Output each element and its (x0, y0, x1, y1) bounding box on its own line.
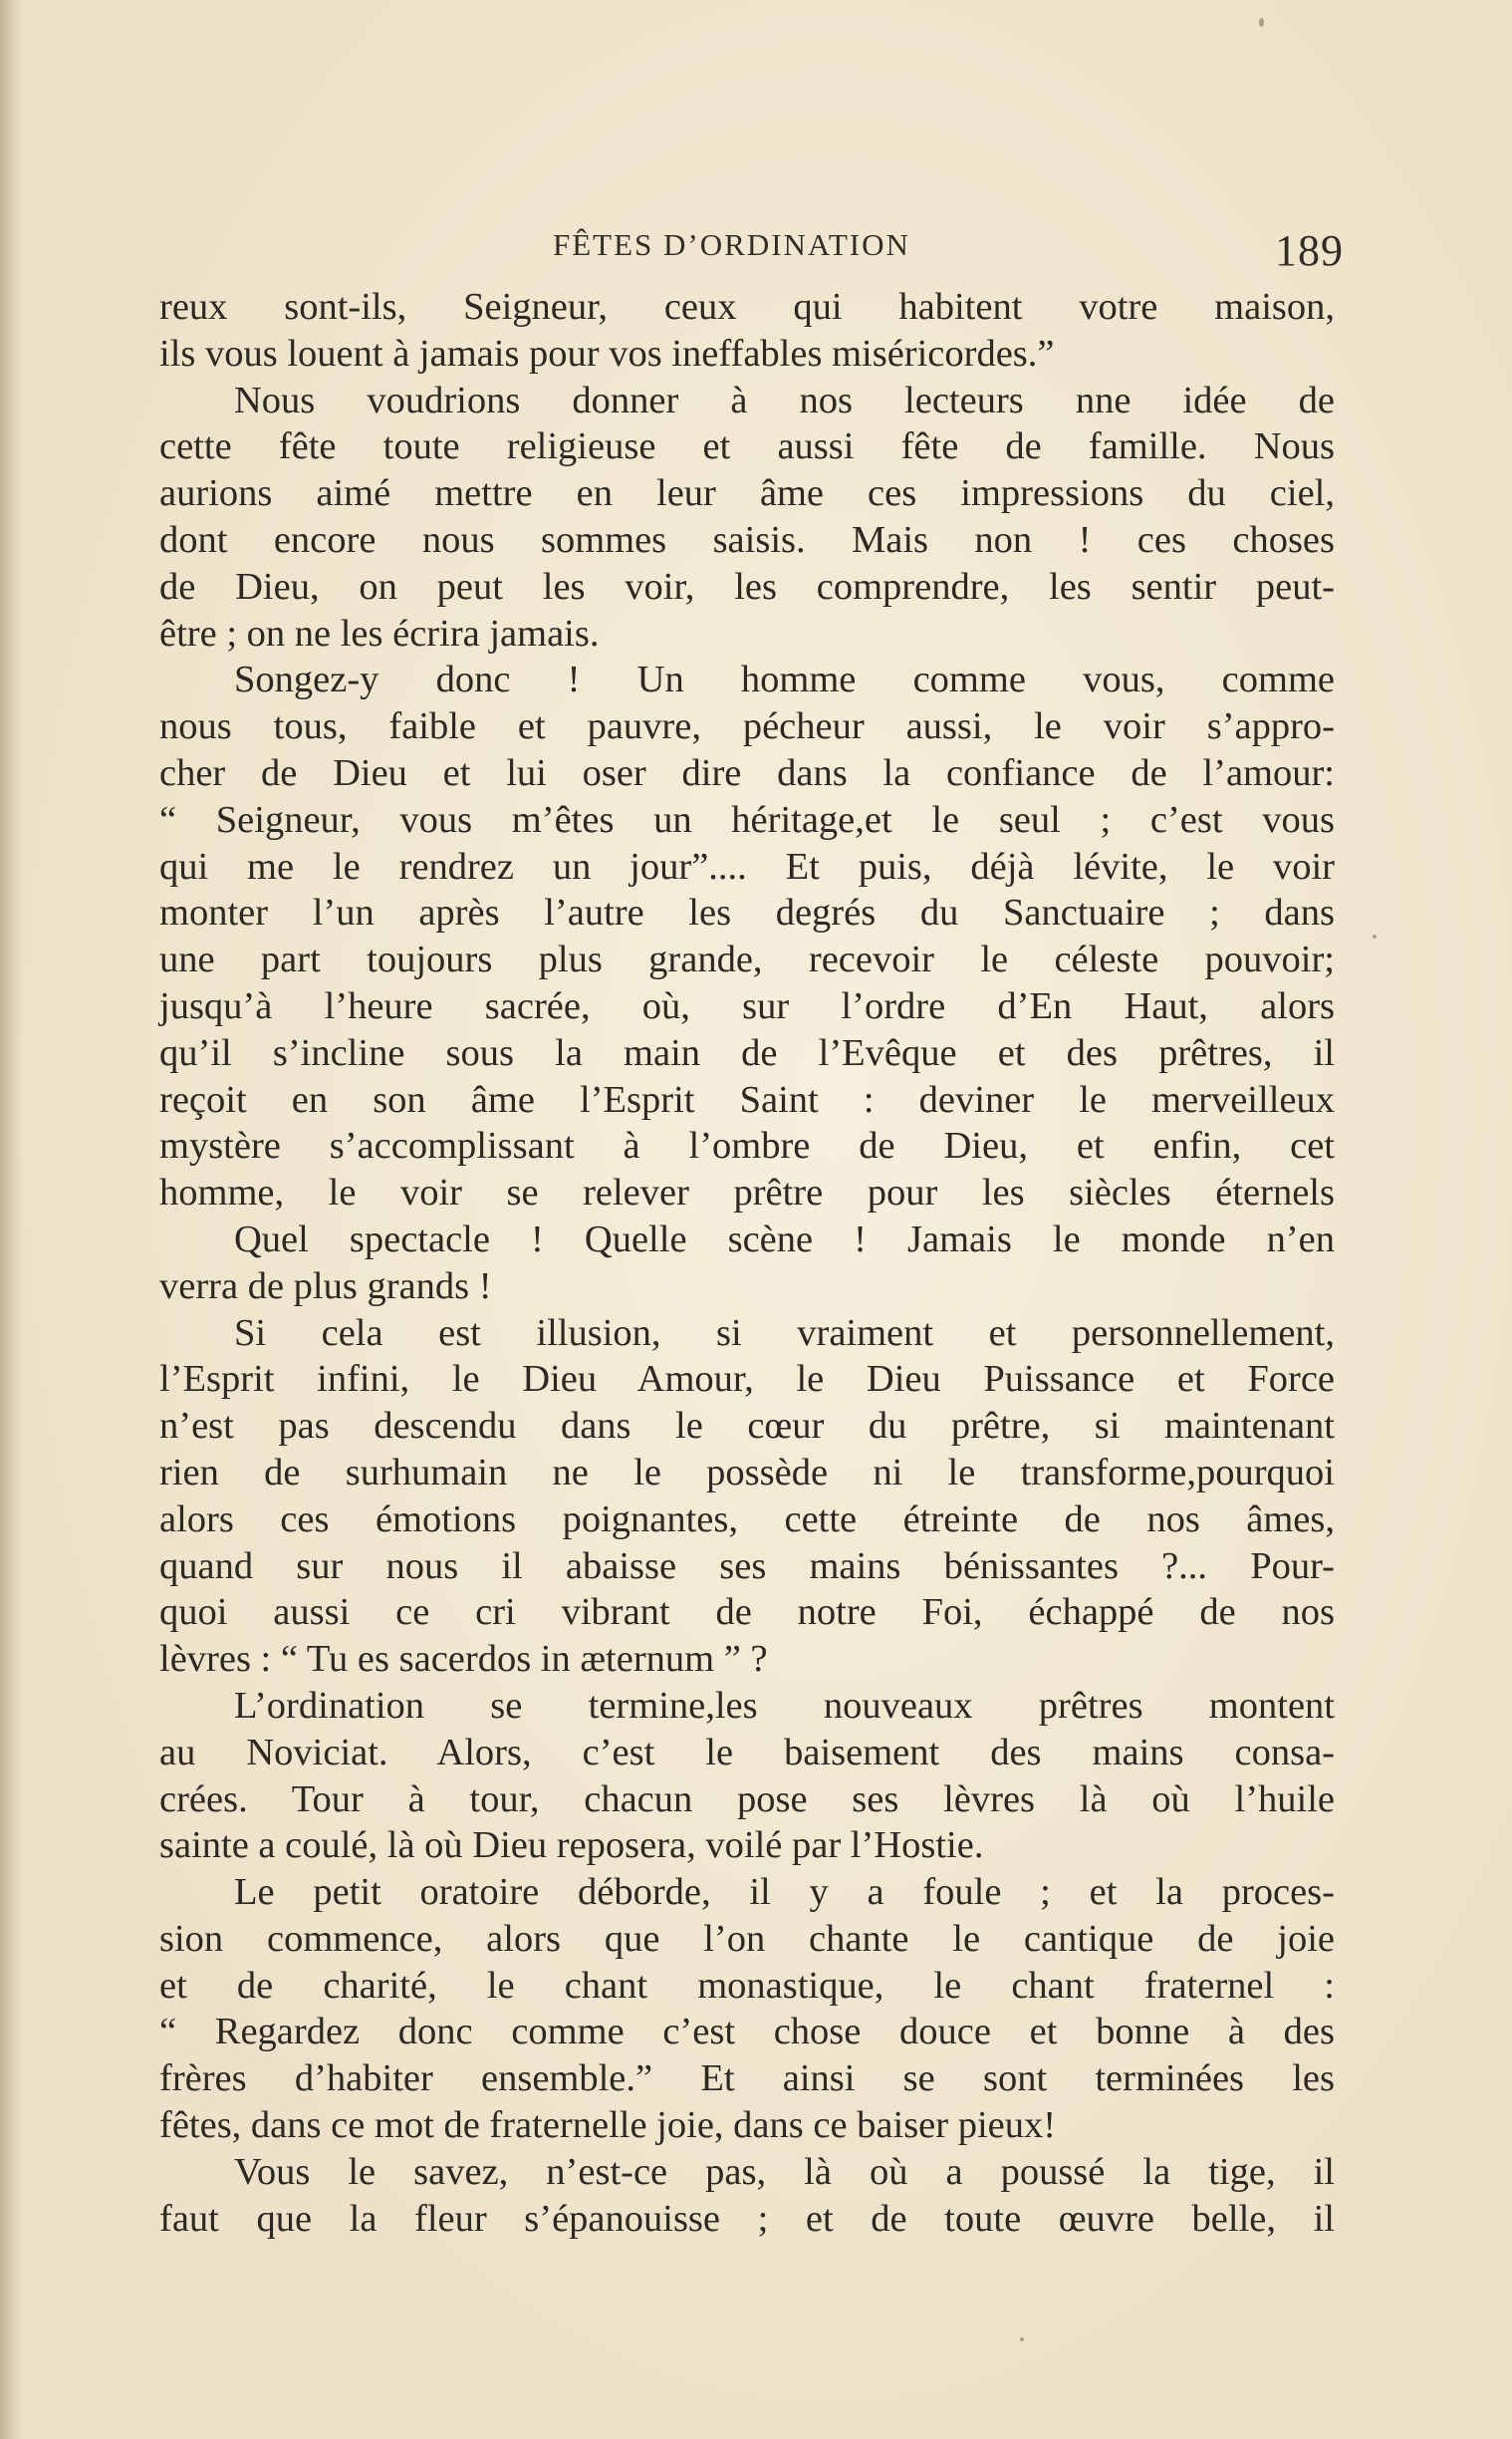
text-line: verra de plus grands ! (159, 1264, 492, 1307)
text-line: reux sont-ils, Seigneur, ceux qui habitent votre maison, (159, 286, 1335, 328)
text-line: qu’il s’incline sous la main de l’Evêque et des prêtres, il (159, 1031, 1335, 1074)
text-line: Vous le savez, n’est-ce pas, là où a poussé la tige, il (234, 2150, 1335, 2193)
text-line: et de charité, le chant monastique, le chant fraternel : (159, 1964, 1335, 2007)
text-line: faut que la fleur s’épanouisse ; et de toute œuvre belle, il (159, 2197, 1335, 2240)
text-line: monter l’un après l’autre les degrés du Sanctuaire ; dans (159, 892, 1335, 935)
text-line: Quel spectacle ! Quelle scène ! Jamais le monde n’en (234, 1218, 1335, 1260)
text-line: au Noviciat. Alors, c’est le baisement des mains consa- (159, 1731, 1335, 1773)
text-line: jusqu’à l’heure sacrée, où, sur l’ordre d’En Haut, alors (159, 984, 1335, 1027)
page-number: 189 (1275, 226, 1344, 275)
text-line: sainte a coulé, là où Dieu reposera, voilé par l’Hostie. (159, 1824, 984, 1867)
text-line: n’est pas descendu dans le cœur du prêtre, si maintenant (159, 1405, 1335, 1448)
text-line: alors ces émotions poignantes, cette étreinte de nos âmes, (159, 1497, 1335, 1540)
text-line: lèvres : “ Tu es sacerdos in æternum ” ? (159, 1638, 768, 1681)
text-line: “ Regardez donc comme c’est chose douce et bonne à des (159, 2011, 1335, 2053)
text-line: quand sur nous il abaisse ses mains bénissantes ?... Pour- (159, 1544, 1335, 1587)
text-line: Songez-y donc ! Un homme comme vous, comme (234, 659, 1335, 701)
text-line: cher de Dieu et lui oser dire dans la confiance de l’amour: (159, 751, 1335, 794)
gutter-shadow (0, 0, 22, 2439)
text-line: sion commence, alors que l’on chante le cantique de joie (159, 1917, 1335, 1960)
text-line: nous tous, faible et pauvre, pécheur aussi, le voir s’appro- (159, 705, 1335, 748)
text-line: être ; on ne les écrira jamais. (159, 612, 600, 655)
text-line: Si cela est illusion, si vraiment et personnellement, (234, 1311, 1335, 1354)
text-line: frères d’habiter ensemble.” Et ainsi se sont terminées les (159, 2057, 1335, 2100)
text-line: fêtes, dans ce mot de fraternelle joie, dans ce baiser pieux! (159, 2104, 1057, 2147)
text-line: homme, le voir se relever prêtre pour les siècles éternels (159, 1172, 1335, 1215)
running-head: FÊTES D’ORDINATION (553, 227, 910, 262)
text-line: aurions aimé mettre en leur âme ces impressions du ciel, (159, 472, 1335, 515)
text-line: reçoit en son âme l’Esprit Saint : deviner le merveilleux (159, 1078, 1335, 1121)
text-line: cette fête toute religieuse et aussi fête de famille. Nous (159, 425, 1335, 468)
text-line: Le petit oratoire déborde, il y a foule ; et la proces- (234, 1871, 1335, 1914)
text-line: mystère s’accomplissant à l’ombre de Dieu, et enfin, cet (159, 1125, 1335, 1168)
paper-speck (1373, 935, 1377, 939)
text-line: Nous voudrions donner à nos lecteurs nne idée de (234, 379, 1335, 421)
text-line: L’ordination se termine,les nouveaux prêtres montent (234, 1684, 1335, 1727)
text-line: de Dieu, on peut les voir, les comprendre, les sentir peut- (159, 565, 1335, 608)
paper-speck (1020, 2337, 1024, 2341)
text-line: “ Seigneur, vous m’êtes un héritage,et le seul ; c’est vous (159, 798, 1335, 841)
body-text (159, 284, 1335, 2242)
text-line: ils vous louent à jamais pour vos ineffables miséricordes.” (159, 332, 1055, 375)
text-line: une part toujours plus grande, recevoir le céleste pouvoir; (159, 939, 1335, 981)
text-line: qui me le rendrez un jour”.... Et puis, déjà lévite, le voir (159, 845, 1335, 888)
text-line: quoi aussi ce cri vibrant de notre Foi, échappé de nos (159, 1591, 1335, 1634)
paper-speck (1259, 18, 1264, 27)
text-line: rien de surhumain ne le possède ni le transforme,pourquoi (159, 1451, 1335, 1493)
text-line: dont encore nous sommes saisis. Mais non ! ces choses (159, 518, 1335, 561)
text-line: crées. Tour à tour, chacun pose ses lèvres là où l’huile (159, 1777, 1335, 1820)
text-line: l’Esprit infini, le Dieu Amour, le Dieu Puissance et Force (159, 1358, 1335, 1401)
